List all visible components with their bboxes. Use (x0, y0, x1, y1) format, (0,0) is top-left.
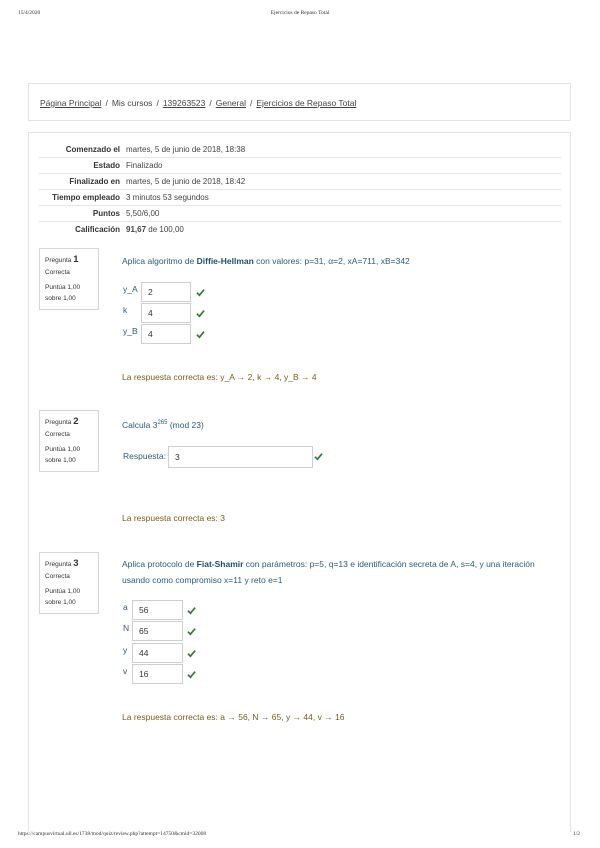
breadcrumb-separator: / (209, 98, 212, 108)
question-number-value: 1 (73, 254, 79, 265)
summary-value: martes, 5 de junio de 2018, 18:42 (126, 174, 561, 190)
field-label: N (123, 623, 130, 633)
question-info-box (39, 552, 99, 614)
question-exponent: 265 (157, 420, 168, 426)
question-text (122, 253, 410, 269)
breadcrumb-quiz-link[interactable]: Ejercicios de Repaso Total (256, 98, 357, 108)
question-number (45, 416, 79, 427)
correct-check-icon (187, 670, 196, 679)
breadcrumb-separator: / (249, 98, 253, 108)
question-text-part: con parámetros: p=5, q=13 e identificación secreta de A, s=4, y una iteración (243, 559, 535, 569)
answer-input-ya[interactable]: 2 (141, 282, 191, 302)
summary-row-finished (39, 174, 561, 190)
question-state: Correcta (45, 573, 70, 580)
field-label: a (123, 602, 128, 612)
question-state: Correcta (45, 431, 70, 438)
question-text (122, 415, 204, 433)
summary-value: 5,50/6,00 (126, 206, 561, 222)
quiz-review-region (28, 132, 571, 832)
answer-input-n[interactable]: 65 (132, 621, 183, 641)
right-answer-feedback: La respuesta correcta es: 3 (122, 513, 226, 523)
question-text-keyword: Diffie-Hellman (196, 256, 254, 266)
print-url: https://campusvirtual.ull.es/1738/mod/quiz/review.php?attempt=14750&cmid=32008 (18, 831, 207, 837)
summary-row-points (39, 206, 561, 222)
answer-input-k[interactable]: 4 (141, 303, 191, 323)
question-grade-max: sobre 1,00 (45, 457, 76, 464)
breadcrumb-section-link[interactable]: General (215, 98, 246, 108)
field-label: k (123, 305, 128, 315)
breadcrumb-home-link[interactable]: Página Principal (40, 98, 102, 108)
breadcrumb (40, 98, 356, 108)
right-answer-feedback: La respuesta correcta es: y_A → 2, k → 4, y_B → 4 (122, 372, 317, 382)
question-text (122, 556, 562, 588)
answer-label: Respuesta: (123, 451, 166, 461)
summary-row-state (39, 158, 561, 174)
question-number (45, 558, 79, 569)
summary-row-started (39, 142, 561, 158)
field-label: y_B (123, 326, 138, 336)
field-label: y_A (123, 284, 138, 294)
summary-key: Finalizado en (39, 174, 126, 190)
question-text-part: Calcula 3 (122, 419, 158, 430)
question-text-line: usando como compromiso x=11 y reto e=1 (122, 575, 283, 585)
question-number-value: 3 (73, 558, 79, 569)
summary-value (126, 222, 561, 238)
summary-value: Finalizado (126, 158, 561, 174)
question-state: Correcta (45, 269, 70, 276)
field-label: y (123, 645, 128, 655)
breadcrumb-separator: / (105, 98, 108, 108)
summary-key: Comenzado el (65, 145, 120, 154)
right-answer-feedback: La respuesta correcta es: a → 56, N → 65, y → 44, v → 16 (122, 712, 345, 722)
question-text-part: Aplica protocolo de (122, 559, 197, 569)
question-info-box (39, 410, 99, 472)
question-grade-max: sobre 1,00 (45, 599, 76, 606)
question-text-part: (mod 23) (167, 419, 204, 430)
summary-value: 3 minutos 53 segundos (126, 190, 561, 206)
print-page-number: 1/2 (573, 831, 581, 837)
answer-input-y[interactable]: 44 (132, 643, 183, 663)
breadcrumb-course-link[interactable]: 139263523 (162, 98, 206, 108)
correct-check-icon (196, 288, 205, 297)
question-text-keyword: Fiat-Shamir (196, 559, 244, 569)
question-grade-max: sobre 1,00 (45, 295, 76, 302)
breadcrumb-separator: / (156, 98, 159, 108)
summary-key: Puntos (39, 206, 126, 222)
correct-check-icon (187, 606, 196, 615)
question-text-line (122, 556, 562, 572)
field-label: v (123, 666, 128, 676)
question-grade: Puntúa 1,00 (45, 446, 81, 453)
question-info-box (39, 248, 99, 310)
correct-check-icon (187, 649, 196, 658)
question-text-part: con valores: p=31, α=2, xA=711, xB=342 (253, 256, 410, 266)
answer-input-a[interactable]: 56 (132, 600, 183, 620)
breadcrumb-bar (28, 83, 571, 121)
question-grade: Puntúa 1,00 (45, 588, 81, 595)
answer-input-yb[interactable]: 4 (141, 324, 191, 344)
summary-key: Calificación (39, 222, 126, 238)
print-title: Ejercicios de Repaso Total (270, 10, 330, 16)
summary-key: Tiempo empleado (39, 190, 126, 206)
summary-key: Estado (39, 158, 126, 174)
attempt-summary-table (39, 142, 561, 237)
correct-check-icon (314, 452, 323, 461)
answer-input-v[interactable]: 16 (132, 664, 183, 684)
breadcrumb-my-courses: Mis cursos (111, 98, 153, 108)
answer-input[interactable]: 3 (168, 446, 313, 468)
grade-max: de 100,00 (146, 225, 184, 234)
question-label: Pregunta (45, 419, 72, 426)
question-number (45, 254, 79, 265)
print-date: 15/4/2020 (18, 10, 41, 16)
correct-check-icon (187, 627, 196, 636)
summary-value: martes, 5 de junio de 2018, 18:38 (126, 145, 246, 154)
summary-row-time (39, 190, 561, 206)
question-text-part: Aplica algoritmo de (122, 256, 197, 266)
correct-check-icon (196, 309, 205, 318)
question-grade: Puntúa 1,00 (45, 284, 81, 291)
grade-score: 91,67 (126, 225, 147, 234)
question-label: Pregunta (45, 257, 72, 264)
question-number-value: 2 (73, 416, 79, 427)
correct-check-icon (196, 330, 205, 339)
question-label: Pregunta (45, 561, 72, 568)
summary-row-grade (39, 222, 561, 238)
